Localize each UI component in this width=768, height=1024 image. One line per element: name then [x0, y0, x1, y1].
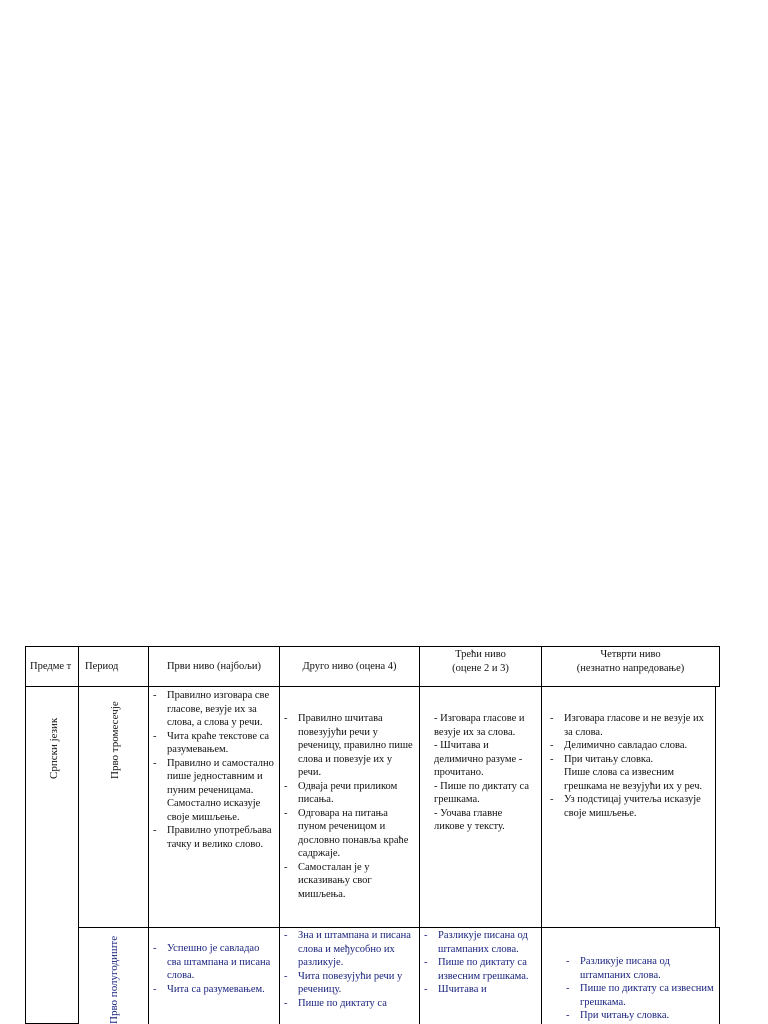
- header-level3-line1: Трећи ниво: [455, 649, 506, 660]
- row2-level4-list: [562, 955, 715, 1023]
- header-period: [78, 646, 149, 687]
- list-item: - Разликује писана од штампаних слова.: [562, 955, 715, 982]
- list-item: - Чита са разумевањем.: [149, 983, 275, 997]
- row2-level1-cell: [148, 927, 280, 1024]
- list-item: - Делимично савладао слова.: [546, 739, 711, 753]
- header-level1-text: Први ниво (најбољи): [166, 660, 262, 672]
- row1-period-cell: [78, 686, 149, 928]
- header-level2-text: Друго ниво (оцена 4): [302, 660, 397, 672]
- list-item: - Одваја речи приликом писања.: [280, 780, 415, 807]
- row2-level3-list: [420, 929, 537, 997]
- list-item: - Пише по диктату са извесним грешкама.: [420, 956, 537, 983]
- row2-period-vertical-text: Прво полугодиште: [108, 935, 120, 1024]
- header-period-text: Период: [85, 661, 119, 672]
- list-item: - Уочава главне ликове у тексту.: [434, 807, 505, 832]
- header-level3: [419, 646, 542, 687]
- list-item: - Успешно је савладао сва штампана и писана слова.: [149, 942, 275, 983]
- list-item: Пише слова са извесним грешкама не везујући их у реч.: [564, 767, 703, 792]
- row1-level1-list: [149, 689, 275, 851]
- row1-level2-cell: [279, 686, 420, 928]
- row2-level1-list: [149, 942, 275, 996]
- row2-level3-cell: [419, 927, 542, 1024]
- row1-level2-list: [280, 712, 415, 901]
- list-item: - Самосталан је у исказивању свог мишљења.: [280, 861, 415, 902]
- list-item: - Одговара на питања пуном реченицом и дословно понавља краће садржаје.: [280, 807, 415, 861]
- row1-level4-list: [546, 712, 711, 820]
- list-item: - Разликује писана од штампаних слова.: [420, 929, 537, 956]
- row1-level3-cell: [419, 686, 542, 928]
- list-item: - При читању словка.: [562, 1009, 715, 1023]
- row2-level2-list: [280, 929, 417, 1010]
- header-level4-line2: (незнатно напредовање): [576, 662, 685, 674]
- row1-level3-text: [434, 712, 535, 834]
- list-item: - Правилно изговара све гласове, везује их за слова, а слова у речи.: [149, 689, 275, 730]
- list-item: - Шчитава и: [420, 983, 537, 997]
- list-item: - Пише по диктату са грешкама.: [434, 780, 529, 805]
- list-item: - Изговара гласове и не везује их за слова.: [546, 712, 711, 739]
- list-item: - Чита краће текстове са разумевањем.: [149, 730, 275, 757]
- row2-period-cell: [78, 927, 149, 1024]
- header-level4-line1: Четврти ниво: [600, 649, 661, 660]
- list-item: - Пише по диктату са извесним грешкама.: [562, 982, 715, 1009]
- row1-level4-cell: [541, 686, 716, 928]
- list-item: - Чита повезујући речи у реченицу.: [280, 970, 417, 997]
- subject-cell: [25, 686, 79, 1024]
- list-item: - Шчитава и делимично разуме - прочитано.: [434, 740, 523, 778]
- list-item: - При читању словка.: [546, 753, 711, 767]
- row2-level4-cell: [541, 927, 720, 1024]
- row2-level2-cell: [279, 927, 420, 1024]
- row1-period-vertical-text: Прво тромесечје: [109, 701, 121, 779]
- list-item: - Правилно шчитава повезујући речи у реченицу, правилно пише слова и повезује их у речи.: [280, 712, 415, 780]
- list-item: - Изговара гласове и везује их за слова.: [434, 713, 525, 738]
- list-item: - Зна и штампана и писана слова и међусобно их разликује.: [280, 929, 417, 970]
- header-level2: [279, 646, 420, 687]
- list-item: - Правилно употребљава тачку и велико слово.: [149, 824, 275, 851]
- header-subject: [25, 646, 79, 687]
- list-item: - Уз подстицај учитеља исказује своје мишљење.: [546, 793, 711, 820]
- header-subject-text: Предме т: [30, 661, 72, 672]
- header-level1: [148, 646, 280, 687]
- row1-level1-cell: [148, 686, 280, 928]
- header-level4: [541, 646, 720, 687]
- list-item: - Правилно и самостално пише једноставним и пуним реченицама. Самостално исказује своје мишљење.: [149, 757, 275, 825]
- list-item: - Пише по диктату са: [280, 997, 417, 1011]
- header-level3-line2: (оцене 2 и 3): [452, 662, 509, 674]
- subject-vertical-text: Српски језик: [48, 717, 60, 779]
- assessment-table: [25, 646, 720, 1024]
